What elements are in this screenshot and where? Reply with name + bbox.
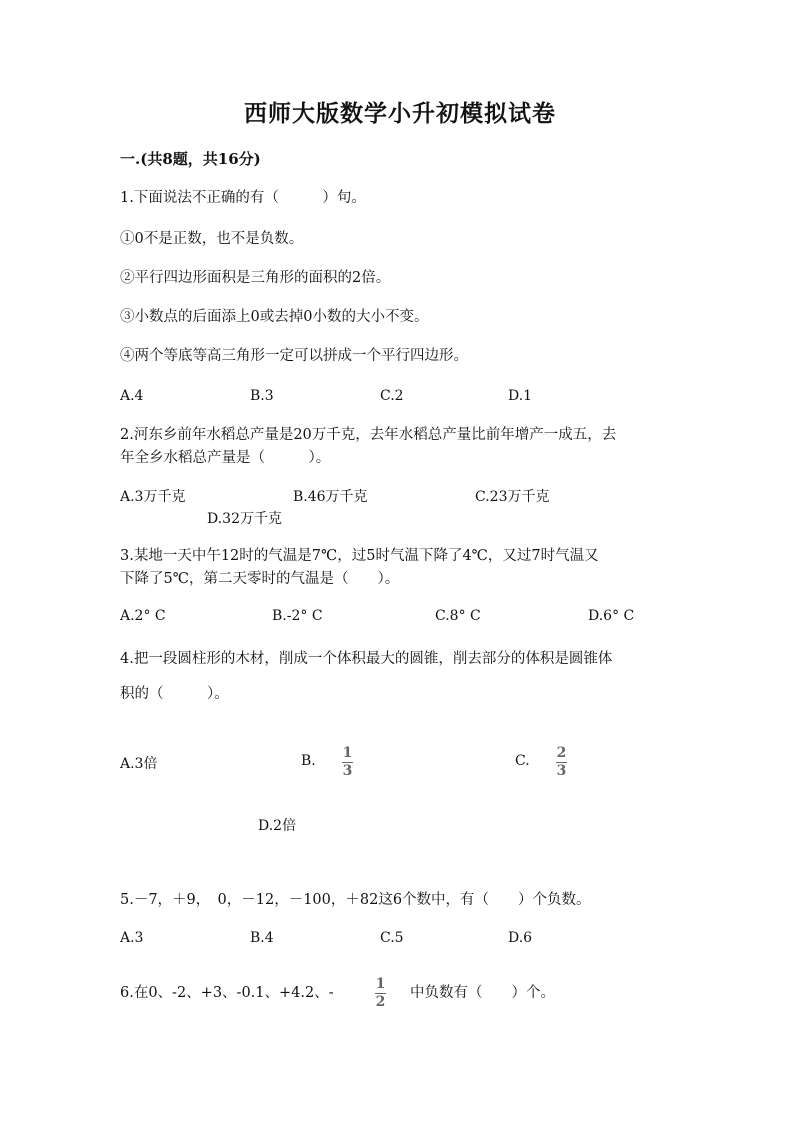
q4-option-b-label: B. [301,753,316,769]
q2-option-a: A.3万千克 [120,489,186,505]
q1-option-c: C.2 [380,388,404,404]
q6-denominator: 2 [375,994,386,1010]
q4-option-b-denominator: 3 [342,763,353,779]
q3-option-a: A.2° C [120,608,166,624]
q2-option-b: B.46万千克 [293,489,368,505]
q4-option-b-fraction [342,746,353,779]
q1-option-d: D.1 [508,388,533,404]
q6-stem-pre: 6.在0、-2、+3、-0.1、+4.2、- [120,985,334,1001]
q3-line-1: 3.某地一天中午12时的气温是7℃，过5时气温下降了4℃，又过7时气温又 [120,548,599,564]
q5-option-d: D.6 [508,930,533,946]
q6-fraction [375,977,386,1010]
q1-item-3: ③小数点的后面添上0或去掉0小数的大小不变。 [120,309,429,325]
q2-option-d: D.32万千克 [207,511,282,527]
q1-item-1: ①0不是正数，也不是负数。 [120,231,304,247]
q5-option-b: B.4 [250,930,274,946]
q1-option-b: B.3 [250,388,274,404]
q4-option-b-numerator: 1 [342,745,353,761]
q4-line-1: 4.把一段圆柱形的木材，削成一个体积最大的圆锥，削去部分的体积是圆锥体 [120,651,613,667]
q4-option-a: A.3倍 [120,756,158,772]
q1-stem: 1.下面说法不正确的有（ ）句。 [120,190,366,206]
q3-option-c: C.8° C [435,608,481,624]
q6-stem-post: 中负数有（ ）个。 [410,985,555,1001]
q2-line-1: 2.河东乡前年水稻总产量是20万千克，去年水稻总产量比前年增产一成五，去 [120,427,617,443]
q4-option-d: D.2倍 [258,818,297,834]
q3-option-d: D.6° C [588,608,635,624]
q4-option-c-fraction [556,746,567,779]
q2-line-2: 年全乡水稻总产量是（ ）。 [120,450,331,466]
q3-option-b: B.-2° C [272,608,323,624]
q4-option-c-label: C. [515,753,530,769]
q1-item-2: ②平行四边形面积是三角形的面积的2倍。 [120,270,391,286]
q1-item-4: ④两个等底等高三角形一定可以拼成一个平行四边形。 [120,348,468,364]
q2-option-c: C.23万千克 [475,489,550,505]
q5-stem: 5.－7，＋9， 0，－12，－100，＋82这6个数中，有（ ）个负数。 [120,892,591,908]
q4-option-c-denominator: 3 [556,763,567,779]
q5-option-a: A.3 [120,930,144,946]
q5-option-c: C.5 [380,930,404,946]
q4-line-2: 积的（ ）。 [120,686,229,702]
section-heading: 一.(共8题，共16分) [120,150,261,168]
q3-line-2: 下降了5℃，第二天零时的气温是（ ）。 [120,571,400,587]
page-title: 西师大版数学小升初模拟试卷 [244,100,556,127]
q4-option-c-numerator: 2 [556,745,567,761]
q6-numerator: 1 [375,976,386,992]
q1-option-a: A.4 [120,388,144,404]
